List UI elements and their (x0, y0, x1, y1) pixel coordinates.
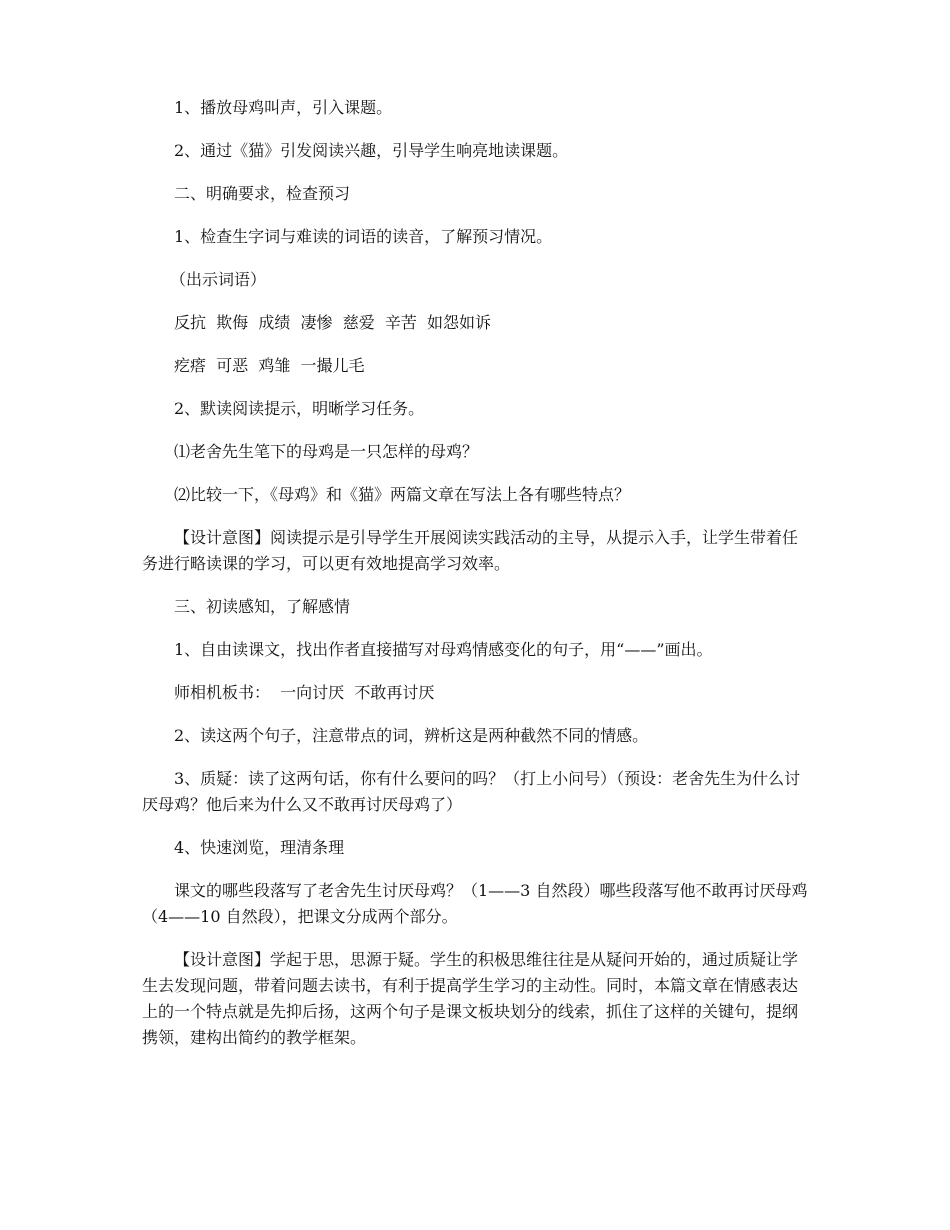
board-note: 师相机板书： 一向讨厌 不敢再讨厌 (174, 683, 435, 702)
document-body (142, 95, 810, 1051)
paragraph-check-words: 1、检查生字词与难读的词语的读音，了解预习情况。 (174, 227, 553, 246)
design-intent-1: 【设计意图】阅读提示是引导学生开展阅读实践活动的主导，从提示入手，让学生带着任务进行略读课的学习，可以更有效地提高学习效率。 (142, 528, 799, 573)
section-heading-3: 三、初读感知，了解感情 (174, 597, 351, 616)
word-list-1: 反抗 欺侮 成绩 凄惨 慈爱 辛苦 如怨如诉 (174, 313, 492, 332)
paragraph-show-words: （出示词语） (170, 270, 267, 289)
paragraph-analyze: 2、读这两个句子，注意带点的词，辨析这是两种截然不同的情感。 (174, 726, 649, 745)
paragraph-browse: 4、快速浏览，理清条理 (174, 838, 345, 857)
paragraph-free-read: 1、自由读课文，找出作者直接描写对母鸡情感变化的句子，用“——”画出。 (174, 640, 713, 659)
paragraph-step-2: 2、通过《猫》引发阅读兴趣，引导学生响亮地读课题。 (174, 141, 569, 160)
word-list-2: 疙瘩 可恶 鸡雏 一撮儿毛 (174, 356, 365, 375)
design-intent-2: 【设计意图】学起于思，思源于疑。学生的积极思维往往是从疑问开始的，通过质疑让学生去发现问题，带着问题去读书，有利于提高学生学习的主动性。同时，本篇文章在情感表达上的一个特点就是先抑后扬，这两个句子是课文板块划分的线索，抓住了这样的关键句，提纲携领，建构出简约的教学框架。 (142, 950, 799, 1047)
section-heading-2: 二、明确要求，检查预习 (174, 184, 351, 203)
paragraph-sections: 课文的哪些段落写了老舍先生讨厌母鸡？（1——3 自然段）哪些段落写他不敢再讨厌母鸡（4——10 自然段），把课文分成两个部分。 (142, 881, 808, 926)
paragraph-step-1: 1、播放母鸡叫声，引入课题。 (174, 98, 393, 117)
paragraph-read-tips: 2、默读阅读提示，明晰学习任务。 (174, 399, 425, 418)
question-2: ⑵比较一下，《母鸡》和《猫》两篇文章在写法上各有哪些特点？ (174, 485, 631, 504)
question-1: ⑴老舍先生笔下的母鸡是一只怎样的母鸡？ (174, 442, 479, 461)
paragraph-question: 3、质疑：读了这两句话，你有什么要问的吗？（打上小问号）（预设：老舍先生为什么讨厌母鸡？他后来为什么又不敢再讨厌母鸡了） (142, 769, 801, 814)
